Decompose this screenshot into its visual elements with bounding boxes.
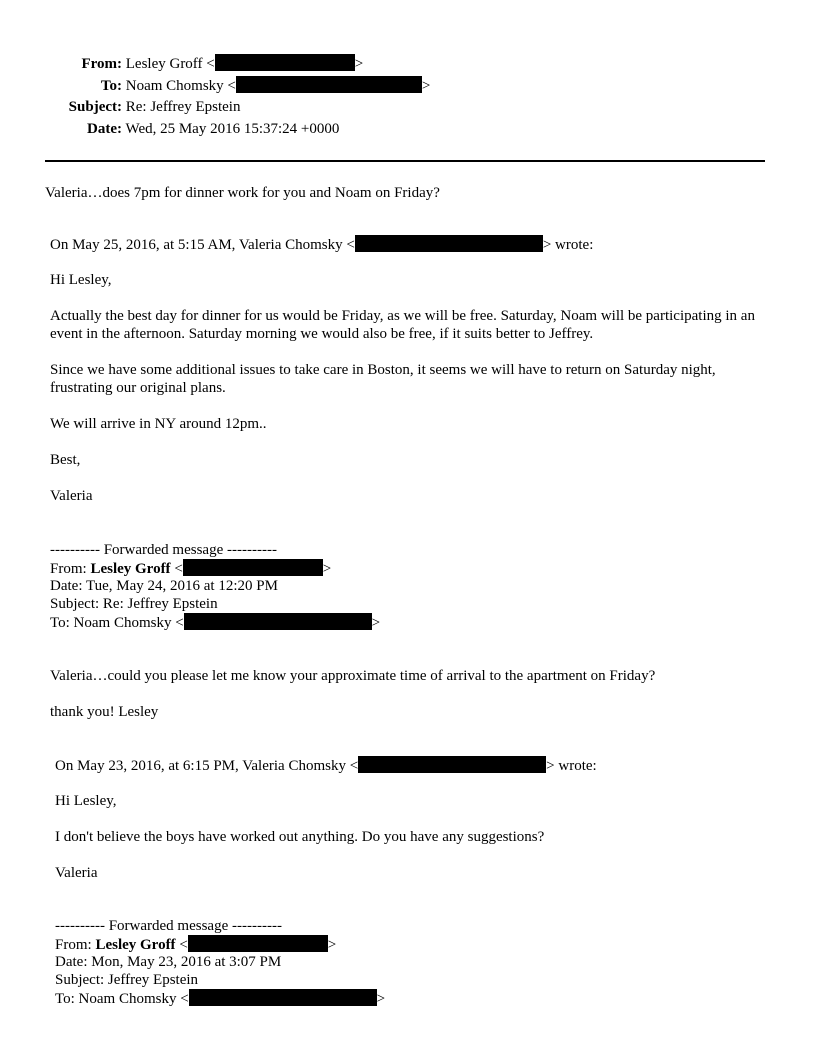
forward1-subject: Subject: Re: Jeffrey Epstein (50, 596, 218, 612)
quote2-signature: Valeria (55, 865, 98, 881)
to-close: > (421, 78, 431, 94)
quote2-intro (55, 756, 597, 775)
forward2-date: Date: Mon, May 23, 2016 at 3:07 PM (55, 954, 282, 970)
header-date-row (40, 120, 339, 138)
quote1-intro (50, 235, 593, 254)
quote1-closing: Best, (50, 452, 81, 468)
forward2-to (55, 989, 385, 1008)
quote2-intro-after: > wrote: (546, 758, 597, 774)
forward1-date: Date: Tue, May 24, 2016 at 12:20 PM (50, 578, 278, 594)
subject-label: Subject: (68, 99, 122, 115)
forward1-from-open: < (170, 561, 183, 577)
forward2-to-close: > (376, 991, 386, 1007)
header-from-row (40, 54, 363, 73)
forward2-to-prefix: To: Noam Chomsky < (55, 991, 189, 1007)
quote1-para2: Since we have some additional issues to take care in Boston, it seems we will have to return on Saturday night, frustrating our original plans. (50, 362, 716, 396)
forward1-from (50, 559, 331, 578)
quote2-para1: I don't believe the boys have worked out anything. Do you have any suggestions? (55, 829, 545, 845)
header-to-row (40, 76, 430, 95)
forward1-from-prefix: From: (50, 561, 91, 577)
from-close: > (354, 56, 364, 72)
redaction-box (184, 613, 372, 630)
thanks-text: thank you! Lesley (50, 704, 159, 720)
date-value: Wed, 25 May 2016 15:37:24 +0000 (125, 121, 340, 137)
to-value: Noam Chomsky < (125, 78, 236, 94)
redaction-box (358, 756, 546, 773)
forward2-divider: ---------- Forwarded message ---------- (55, 918, 282, 934)
forward1-to (50, 613, 380, 632)
redaction-box (215, 54, 355, 71)
to-label: To: (100, 78, 122, 94)
message2-text: Valeria…could you please let me know your approximate time of arrival to the apartment on Friday? (50, 668, 656, 684)
forward1-from-name: Lesley Groff (90, 561, 171, 577)
forward2-subject: Subject: Jeffrey Epstein (55, 972, 199, 988)
from-label: From: (81, 56, 122, 72)
forward1-from-close: > (322, 561, 332, 577)
redaction-box (189, 989, 377, 1006)
forward2-from-name: Lesley Groff (95, 937, 176, 953)
date-label: Date: (87, 121, 122, 137)
quote1-intro-before: On May 25, 2016, at 5:15 AM, Valeria Chomsky < (50, 237, 355, 253)
quote2-intro-before: On May 23, 2016, at 6:15 PM, Valeria Chomsky < (55, 758, 359, 774)
forward1-to-prefix: To: Noam Chomsky < (50, 615, 184, 631)
redaction-box (355, 235, 543, 252)
quote1-greeting: Hi Lesley, (50, 272, 112, 288)
quote1-para1: Actually the best day for dinner for us would be Friday, as we will be free. Saturday, Noam will be participating in an event in the afternoon. Saturday morning we would also be free, if it suits better to Jeffrey. (50, 308, 755, 342)
from-value: Lesley Groff < (125, 56, 215, 72)
forward2-from (55, 935, 336, 954)
quote1-signature: Valeria (50, 488, 93, 504)
forward1-to-close: > (371, 615, 381, 631)
forward2-from-open: < (175, 937, 188, 953)
forward2-from-close: > (327, 937, 337, 953)
quote1-intro-after: > wrote: (542, 237, 594, 253)
redaction-box (188, 935, 328, 952)
forward1-divider: ---------- Forwarded message ---------- (50, 542, 277, 558)
redaction-box (236, 76, 422, 93)
redaction-box (183, 559, 323, 576)
header-subject-row (40, 98, 240, 116)
forward2-from-prefix: From: (55, 937, 96, 953)
reply-text: Valeria…does 7pm for dinner work for you and Noam on Friday? (45, 185, 440, 201)
header-divider (45, 160, 765, 162)
quote1-para3: We will arrive in NY around 12pm.. (50, 416, 267, 432)
quote2-greeting: Hi Lesley, (55, 793, 117, 809)
subject-value: Re: Jeffrey Epstein (125, 99, 241, 115)
